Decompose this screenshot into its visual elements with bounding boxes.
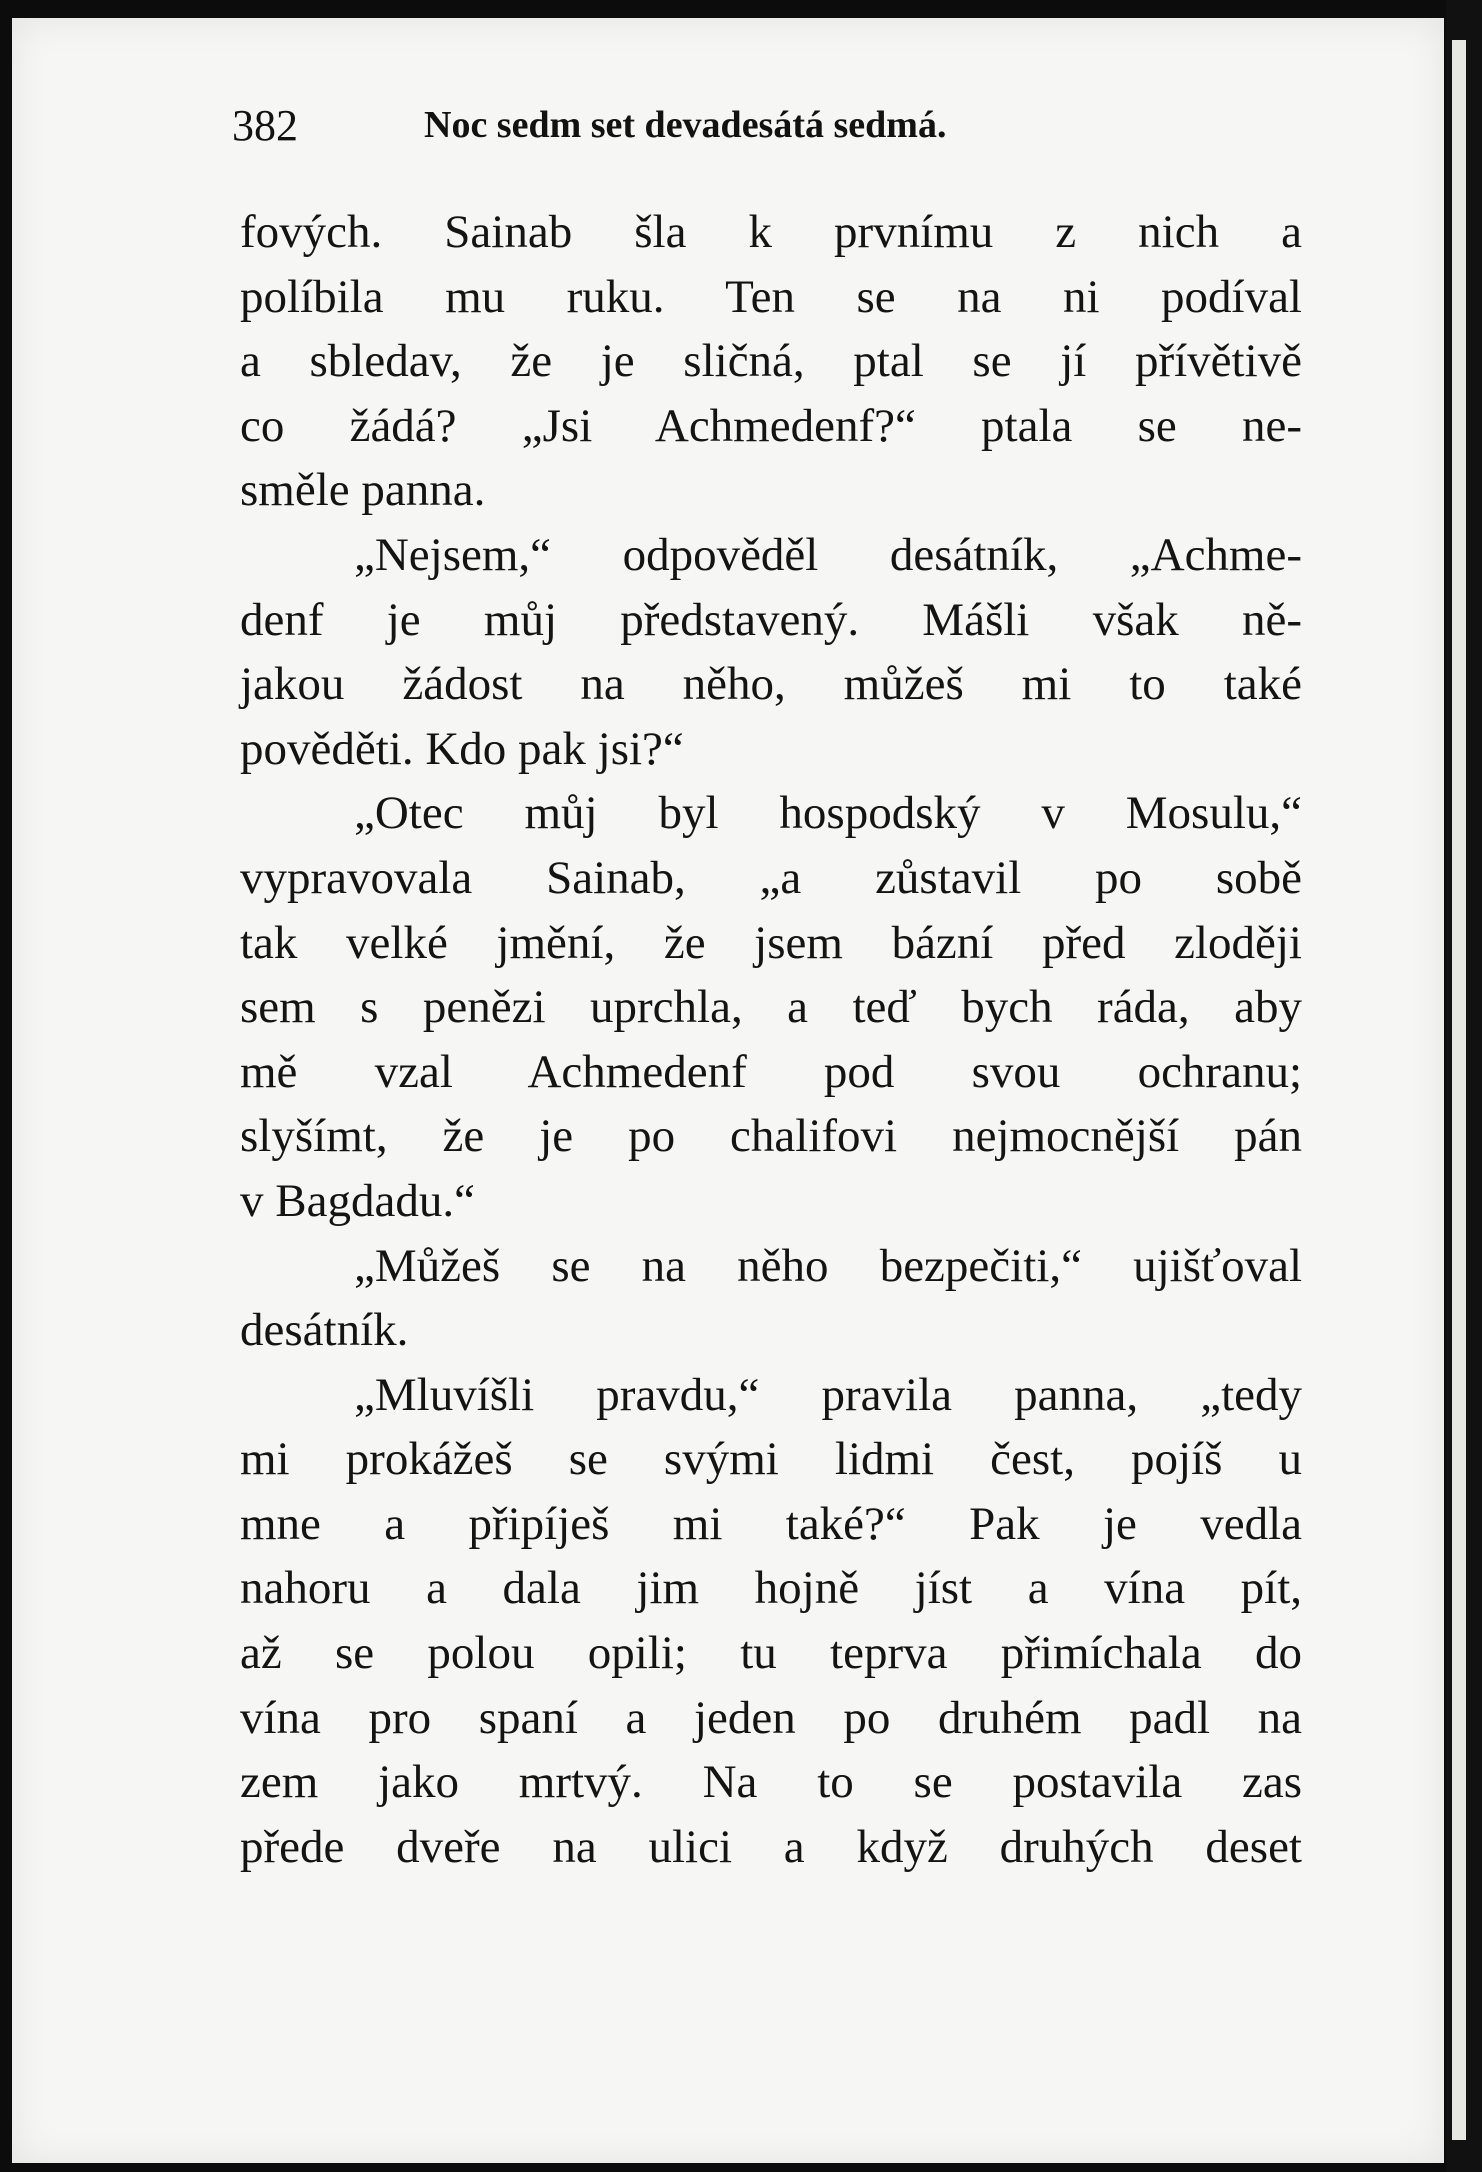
text-line: pověděti. Kdo pak jsi?“ [240, 722, 684, 775]
text-line: a sbledav, že je sličná, ptal se jí přívětivě [240, 335, 1302, 388]
text-line: směle panna. [240, 464, 486, 517]
text-line: „Otec můj byl hospodský v Mosulu,“ [354, 787, 1302, 840]
text-line: co žádá? „Jsi Achmedenf?“ ptala se ne- [240, 399, 1302, 452]
text-line: mi prokážeš se svými lidmi čest, pojíš u [240, 1433, 1302, 1486]
text-line: sem s penězi uprchla, a teď bych ráda, aby [240, 981, 1302, 1034]
next-page-sliver [1452, 40, 1466, 2140]
text-line: slyšímt, že je po chalifovi nejmocnější pán [240, 1110, 1302, 1163]
text-line: „Nejsem,“ odpověděl desátník, „Achme- [354, 528, 1302, 581]
text-line: vypravovala Sainab, „a zůstavil po sobě [240, 851, 1302, 904]
text-line: tak velké jmění, že jsem bázní před zloději [240, 916, 1302, 969]
text-line: fových. Sainab šla k prvnímu z nich a [240, 206, 1302, 258]
text-line: zem jako mrtvý. Na to se postavila zas [240, 1756, 1302, 1809]
text-line: desátník. [240, 1304, 409, 1357]
text-line: políbila mu ruku. Ten se na ni podíval [240, 270, 1302, 323]
text-line: mě vzal Achmedenf pod svou ochranu; [240, 1045, 1302, 1098]
text-line: nahoru a dala jim hojně jíst a vína pít, [240, 1562, 1302, 1615]
text-line: „Můžeš se na něho bezpečiti,“ ujišťoval [354, 1239, 1302, 1292]
text-line: mne a připíješ mi také?“ Pak je vedla [240, 1497, 1302, 1550]
text-line: až se polou opili; tu teprva přimíchala do [240, 1627, 1302, 1680]
text-line: přede dveře na ulici a když druhých deset [240, 1820, 1302, 1873]
text-line: vína pro spaní a jeden po druhém padl na [240, 1691, 1302, 1744]
page-number: 382 [232, 101, 298, 150]
page-edge [1446, 0, 1482, 2172]
page-header [232, 100, 1302, 151]
text-line: jakou žádost na něho, můžeš mi to také [240, 658, 1302, 711]
running-head: Noc sedm set devadesátá sedmá. [424, 104, 947, 146]
text-line: „Mluvíšli pravdu,“ pravila panna, „tedy [354, 1368, 1302, 1421]
text-line: v Bagdadu.“ [240, 1174, 475, 1227]
body-text [240, 200, 1302, 1879]
text-line: denf je můj představený. Mášli však ně- [240, 593, 1302, 646]
